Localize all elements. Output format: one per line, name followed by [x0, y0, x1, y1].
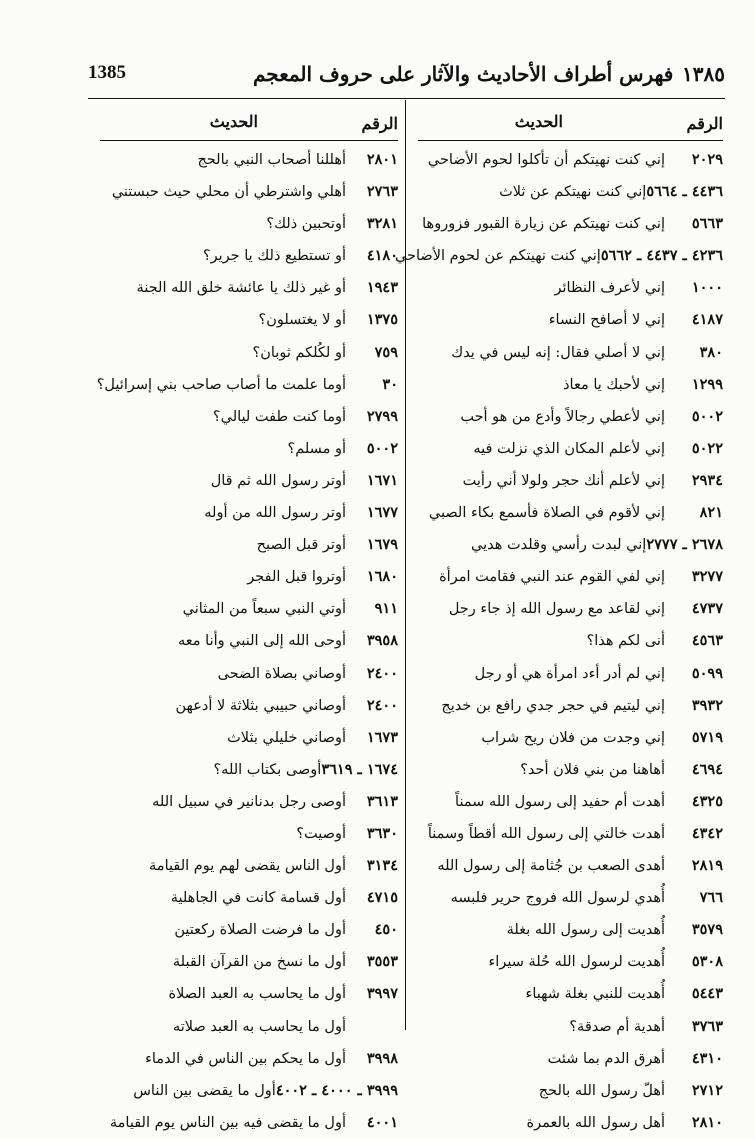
entry-text: أهدى الصعب بن جُثامة إلى رسول الله [437, 858, 665, 875]
index-entry [418, 529, 723, 561]
entry-number: ٢٨١٠ [691, 1113, 723, 1131]
index-entry [418, 401, 723, 433]
hadith-heading: الحديث [209, 112, 258, 131]
entry-number: ٥٠٠٢ [691, 407, 723, 425]
entry-text: إني لفي القوم عند النبي فقامت امرأة [439, 569, 665, 586]
entry-number: ٢٧٩٩ [366, 407, 398, 425]
entry-number: ٤٧٣٧ [691, 600, 723, 618]
entry-text: أول ما يحكم بين الناس في الدماء [145, 1050, 346, 1067]
entry-number: ١٢٩٩ [691, 375, 723, 393]
index-entry [418, 337, 723, 369]
entry-number: ١٦٧١ [366, 471, 398, 489]
entry-number: ٣٥٧٩ [691, 921, 723, 939]
entry-number: ٧٦٦ [699, 889, 723, 907]
entry-number: ٤٦٩٤ [691, 760, 723, 778]
entry-text: أهدت أم حفيد إلى رسول الله سمناً [455, 793, 665, 810]
index-entry [100, 240, 398, 272]
entry-number: ٤٣٤٢ [691, 824, 723, 842]
entry-text: أهدية أم صدقة؟ [569, 1018, 665, 1035]
entry-number: ٢٨١٩ [691, 857, 723, 875]
entry-text: أو لكُلكم ثوبان؟ [252, 344, 346, 361]
entry-number: ٢٨٠١ [366, 151, 398, 168]
entry-text: إني لبدت رأسي وقلدت هديي [471, 537, 647, 554]
entry-number: ٣٧٦٣ [691, 1017, 723, 1035]
index-entry [394, 240, 723, 272]
entry-text: أوصى بكتاب الله؟ [213, 761, 322, 778]
index-entry [418, 882, 723, 914]
entry-number: ٩١١ [374, 600, 398, 618]
entry-text: إني وجدت من فلان ريح شراب [481, 729, 665, 746]
index-entry [100, 850, 398, 882]
entry-text: إني لأعرف النظائر [554, 280, 665, 297]
entry-text: أو غير ذلك يا عائشة خلق الله الجنة [136, 280, 346, 297]
entry-text: أول ما يحاسب به العبد صلاته [172, 1018, 346, 1035]
entry-text: أو مسلم؟ [287, 440, 346, 457]
entry-text: إني كنت نهيتكم عن لحوم الأضاحي [394, 248, 601, 265]
index-entry [100, 786, 398, 818]
entry-text: أُهدي لرسول الله فروج حرير فلبسه [450, 890, 665, 907]
entry-text: أوتر قبل الصبح [256, 537, 346, 554]
index-entry [100, 401, 398, 433]
entry-number: ٣٨٠ [699, 343, 723, 361]
index-entry [100, 529, 398, 561]
entry-number: ٤١٨٠ [366, 247, 398, 265]
index-entry [418, 497, 723, 529]
entry-text: أهاهنا من بني فلان أحد؟ [520, 761, 665, 778]
index-entry [418, 658, 723, 690]
entry-number: ٢٦٧٨ ـ ٢٧٧٧ [646, 536, 723, 554]
num-heading: الرقم [686, 114, 723, 133]
entry-number: ٤٣٢٥ [691, 792, 723, 810]
entry-number: ٤٣١٠ [691, 1049, 723, 1067]
index-column-right [394, 110, 723, 1139]
entry-text: أو تستطيع ذلك يا جرير؟ [202, 248, 346, 265]
entry-number: ٥٠٩٩ [691, 664, 723, 682]
entry-text: إني ليتيم في حجر جدي رافع بن خديج [441, 697, 665, 714]
entry-text: أوصاني حبيبي بثلاثة لا أدعهن [175, 697, 346, 714]
entry-text: أوتر رسول الله من أوله [204, 505, 346, 522]
index-entry [100, 176, 398, 208]
index-entry [100, 754, 398, 786]
index-entry [100, 304, 398, 336]
index-entry [418, 722, 723, 754]
index-entry [418, 818, 723, 850]
entry-text: أهدت خالتي إلى رسول الله أقطاً وسمناً [427, 825, 665, 842]
index-entry [418, 946, 723, 978]
num-heading: الرقم [361, 114, 398, 133]
page-number-arabic: ١٣٨٥ [682, 62, 725, 86]
index-entry [100, 722, 398, 754]
entry-number: ٣٠ [382, 375, 398, 393]
entry-number: ٨٢١ [699, 504, 723, 522]
index-entry [418, 176, 723, 208]
page-header [88, 62, 725, 94]
page-number-latin: 1385 [88, 62, 126, 83]
index-entry [418, 690, 723, 722]
entry-text: أو لا يغتسلون؟ [258, 312, 346, 329]
index-entry [100, 272, 398, 304]
entry-text: أُهديت للنبي بغلة شهباء [525, 986, 665, 1003]
index-list [96, 144, 398, 1139]
entry-text: أوصاني بصلاة الضحى [217, 665, 346, 682]
entry-text: أول ما نسخ من القرآن القبلة [172, 954, 346, 971]
index-entry [100, 658, 398, 690]
index-entry [100, 818, 398, 850]
entry-text: أهللنا أصحاب النبي بالحج [197, 152, 346, 168]
index-entry [100, 593, 398, 625]
entry-text: أول الناس يقضى لهم يوم القيامة [149, 858, 346, 875]
entry-number: ٢٠٢٩ [691, 151, 723, 168]
entry-number: ٣٩٥٨ [366, 632, 398, 650]
entry-number: ٥٠٠٢ [366, 439, 398, 457]
entry-number: ٤٤٣٦ ـ ٥٦٦٤ [646, 183, 723, 201]
entry-number: ٣٩٩٧ [366, 985, 398, 1003]
index-entry [100, 690, 398, 722]
entry-text: أول ما يقضى فيه بين الناس يوم القيامة [109, 1114, 346, 1131]
entry-text: أهرق الدم بما شئت [547, 1050, 665, 1067]
index-entry [100, 561, 398, 593]
entry-number: ٢٤٠٠ [366, 664, 398, 682]
entry-text: أوتروا قبل الفجر [247, 569, 346, 586]
entry-text: أهلي واشترطي أن محلي حيث حبستني [111, 184, 346, 201]
entry-text: أُهديت لرسول الله حُلة سيراء [488, 954, 665, 971]
entry-number: ١٦٧٤ ـ ٣٦١٩ [321, 760, 398, 778]
index-entry [418, 625, 723, 657]
entry-text: أوتحبين ذلك؟ [266, 216, 346, 233]
entry-number: ٢٧٦٣ [366, 183, 398, 201]
index-entry [418, 465, 723, 497]
entry-text: أهل رسول الله بالعمرة [526, 1114, 665, 1131]
entry-text: إني لا أصافح النساء [548, 312, 665, 329]
index-entry [100, 497, 398, 529]
entry-text: أول ما يقضى بين الناس [133, 1082, 276, 1099]
index-entry [418, 1075, 723, 1107]
entry-text: أوحى الله إلى النبي وأنا معه [178, 633, 346, 650]
entry-text: إني لا أصلي فقال: إنه ليس في يدك [451, 344, 665, 361]
index-entry [418, 1011, 723, 1043]
index-entry [100, 1107, 398, 1139]
index-entry [100, 1075, 398, 1107]
entry-number: ٢٩٣٤ [691, 471, 723, 489]
entry-text: أوتي النبي سبعاً من المثاني [182, 601, 346, 618]
entry-text: إني لأعلم المكان الذي نزلت فيه [473, 440, 665, 457]
entry-text: إني لم أدر أ‍ءد امرأة هي أو رجل [474, 665, 665, 682]
entry-text: أوصيت؟ [296, 825, 346, 842]
column-header [418, 110, 723, 144]
entry-number: ٣١٣٤ [366, 857, 398, 875]
entry-number: ١٦٨٠ [366, 568, 398, 586]
index-entry [100, 465, 398, 497]
index-entry [100, 914, 398, 946]
entry-number: ٢٧١٢ [691, 1081, 723, 1099]
entry-number: ٤٧١٥ [366, 889, 398, 907]
header-underline [100, 140, 398, 141]
entry-number: ١٦٧٩ [366, 536, 398, 554]
entry-number: ٣٦١٣ [366, 792, 398, 810]
entry-text: أوما علمت ما أصاب صاحب بني إسرائيل؟ [96, 376, 346, 393]
entry-number: ١٦٧٧ [366, 504, 398, 522]
entry-text: أوما كنت طفت ليالي؟ [212, 408, 346, 425]
header-rule [88, 98, 725, 99]
index-entry [418, 208, 723, 240]
index-entry [100, 1043, 398, 1075]
entry-number: ٥٦٦٣ [691, 215, 723, 233]
index-entry [100, 882, 398, 914]
entry-text: إني لأقوم في الصلاة فأسمع بكاء الصبي [428, 505, 665, 522]
index-entry [418, 304, 723, 336]
entry-text: أوصى رجل بدنانير في سبيل الله [152, 793, 346, 810]
entry-text: إني لقاعد مع رسول الله إذ جاء رجل [448, 601, 665, 618]
index-list [394, 144, 723, 1139]
index-entry [418, 1107, 723, 1139]
header-underline [418, 140, 723, 141]
index-entry [100, 144, 398, 176]
entry-number: ٥٧١٩ [691, 728, 723, 746]
entry-number: ١٣٧٥ [366, 311, 398, 329]
index-entry [418, 786, 723, 818]
index-entry [418, 593, 723, 625]
entry-number: ١٩٤٣ [366, 279, 398, 297]
index-entry [418, 369, 723, 401]
entry-text: إني كنت نهيتكم عن ثلاث [499, 184, 647, 201]
entry-number: ٣٩٩٨ [366, 1049, 398, 1067]
index-entry [100, 208, 398, 240]
hadith-heading: الحديث [514, 112, 563, 131]
entry-number: ٣٦٣٠ [366, 824, 398, 842]
entry-number: ٥٣٠٨ [691, 953, 723, 971]
entry-text: أوصاني خليلي بثلاث [227, 729, 346, 746]
index-entry [418, 914, 723, 946]
entry-number: ٤٠٠١ [366, 1113, 398, 1131]
entry-text: أول ما يحاسب به العبد الصلاة [168, 986, 346, 1003]
index-entry [418, 561, 723, 593]
entry-number: ٤٥٠ [374, 921, 398, 939]
entry-number: ١٦٧٣ [366, 728, 398, 746]
entry-text: أوتر رسول الله ثم قال [210, 472, 346, 489]
entry-text: إني لأعلم أنك حجر ولولا أني رأيت [462, 472, 665, 489]
column-header [100, 110, 398, 144]
entry-number: ٣٢٨١ [366, 215, 398, 233]
index-entry [100, 946, 398, 978]
entry-text: أول ما فرضت الصلاة ركعتين [174, 922, 346, 939]
index-entry [418, 1043, 723, 1075]
entry-text: إني لأعطي رجالاً وأدع من هو أحب [460, 408, 665, 425]
entry-number: ٤١٨٧ [691, 311, 723, 329]
entry-number: ٣٩٩٩ ـ ٤٠٠٠ ـ ٤٠٠٢ [275, 1081, 398, 1099]
entry-text: إني كنت نهيتكم أن تأكلوا لحوم الأضاحي [427, 152, 665, 168]
index-entry [418, 754, 723, 786]
entry-number: ٣٥٥٣ [366, 953, 398, 971]
entry-text: إني كنت نهيتكم عن زيارة القبور فزوروها [422, 216, 665, 233]
index-entry [100, 978, 398, 1010]
index-entry [96, 369, 398, 401]
entry-text: أول قسامة كانت في الجاهلية [170, 890, 346, 907]
index-entry [418, 144, 723, 176]
index-entry [418, 978, 723, 1010]
entry-number: ٣٩٣٢ [691, 696, 723, 714]
entry-number: ٥٠٢٢ [691, 439, 723, 457]
index-entry [418, 850, 723, 882]
entry-number: ٥٤٤٣ [691, 985, 723, 1003]
page-title: فهرس أطراف الأحاديث والآثار على حروف المعجم [253, 62, 674, 86]
index-column-left [96, 110, 398, 1139]
entry-text: إني لأحبك يا معاذ [563, 376, 665, 393]
entry-number: ٤٢٣٦ ـ ٤٤٣٧ ـ ٥٦٦٢ [600, 247, 723, 265]
index-entry [100, 337, 398, 369]
index-entry [100, 1011, 398, 1043]
entry-number: ٤٥٦٣ [691, 632, 723, 650]
entry-number: ٢٤٠٠ [366, 696, 398, 714]
entry-text: أهلّ رسول الله بالحج [538, 1082, 665, 1099]
entry-number: ٣٢٧٧ [691, 568, 723, 586]
entry-number: ٧٥٩ [374, 343, 398, 361]
index-entry [418, 433, 723, 465]
entry-text: أنى لكم هذا؟ [586, 633, 665, 650]
index-entry [418, 272, 723, 304]
index-entry [100, 625, 398, 657]
entry-text: أُهديت إلى رسول الله بغلة [506, 922, 665, 939]
entry-number: ١٠٠٠ [691, 279, 723, 297]
index-entry [100, 433, 398, 465]
